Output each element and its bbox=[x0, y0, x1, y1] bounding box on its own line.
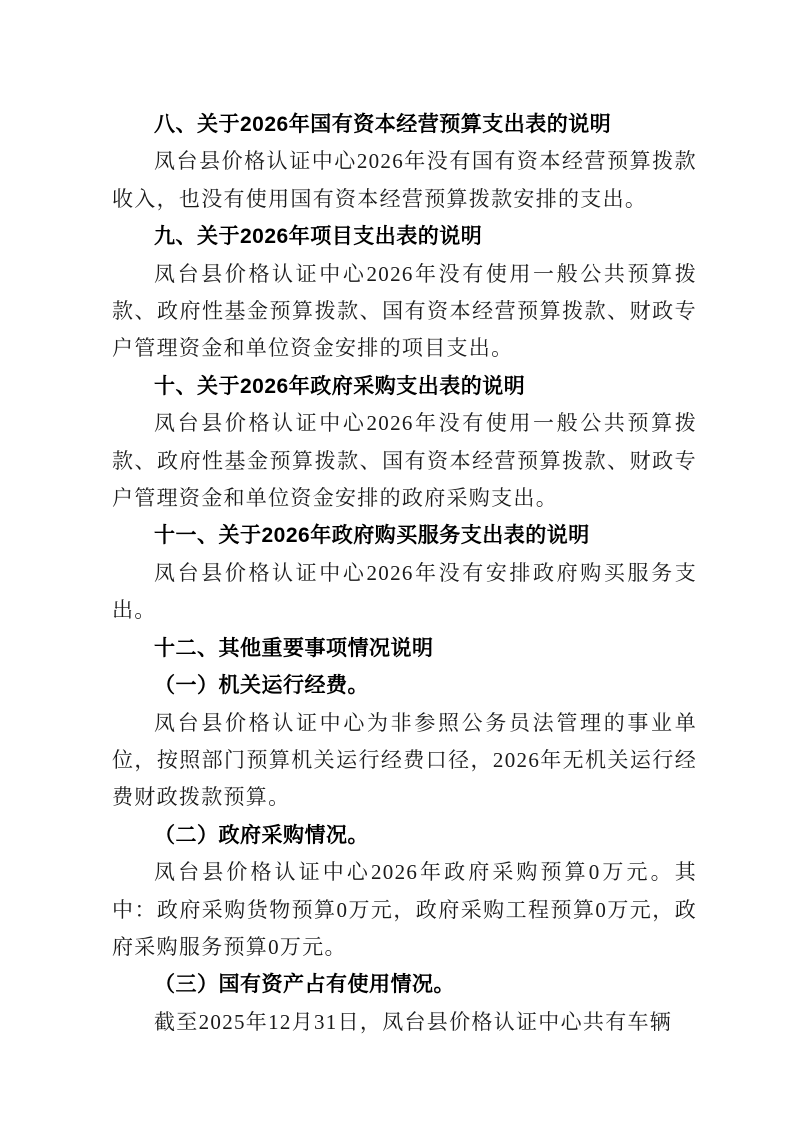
section-subheading: （一）机关运行经费。 bbox=[154, 673, 369, 698]
body-paragraph: 凤台县价格认证中心2026年没有使用一般公共预算拨款、政府性基金预算拨款、国有资本经营预算拨款、财政专户管理资金和单位资金安排的政府采购支出。 bbox=[112, 411, 697, 511]
body-paragraph: 凤台县价格认证中心2026年政府采购预算0万元。其中：政府采购货物预算0万元，政府采购工程预算0万元，政府采购服务预算0万元。 bbox=[112, 860, 697, 959]
section-heading: 八、关于2026年国有资本经营预算支出表的说明 bbox=[154, 113, 612, 136]
body-paragraph: 截至2025年12月31日，凤台县价格认证中心共有车辆 bbox=[154, 1009, 673, 1034]
document-content bbox=[112, 106, 697, 1041]
section-heading: 十二、其他重要事项情况说明 bbox=[154, 636, 434, 660]
section-subheading: （三）国有资产占有使用情况。 bbox=[154, 972, 455, 997]
section-heading: 十、关于2026年政府采购支出表的说明 bbox=[154, 374, 526, 398]
body-paragraph: 凤台县价格认证中心为非参照公务员法管理的事业单位，按照部门预算机关运行经费口径，2026年无机关运行经费财政拨款预算。 bbox=[112, 710, 697, 810]
body-paragraph: 凤台县价格认证中心2026年没有使用一般公共预算拨款、政府性基金预算拨款、国有资本经营预算拨款、财政专户管理资金和单位资金安排的项目支出。 bbox=[112, 261, 697, 361]
section-heading: 十一、关于2026年政府购买服务支出表的说明 bbox=[154, 524, 590, 548]
section-heading: 九、关于2026年项目支出表的说明 bbox=[154, 225, 483, 249]
section-subheading: （二）政府采购情况。 bbox=[154, 822, 369, 847]
body-paragraph: 凤台县价格认证中心2026年没有国有资本经营预算拨款收入，也没有使用国有资本经营预算拨款安排的支出。 bbox=[112, 149, 697, 211]
body-paragraph: 凤台县价格认证中心2026年没有安排政府购买服务支出。 bbox=[112, 560, 697, 623]
